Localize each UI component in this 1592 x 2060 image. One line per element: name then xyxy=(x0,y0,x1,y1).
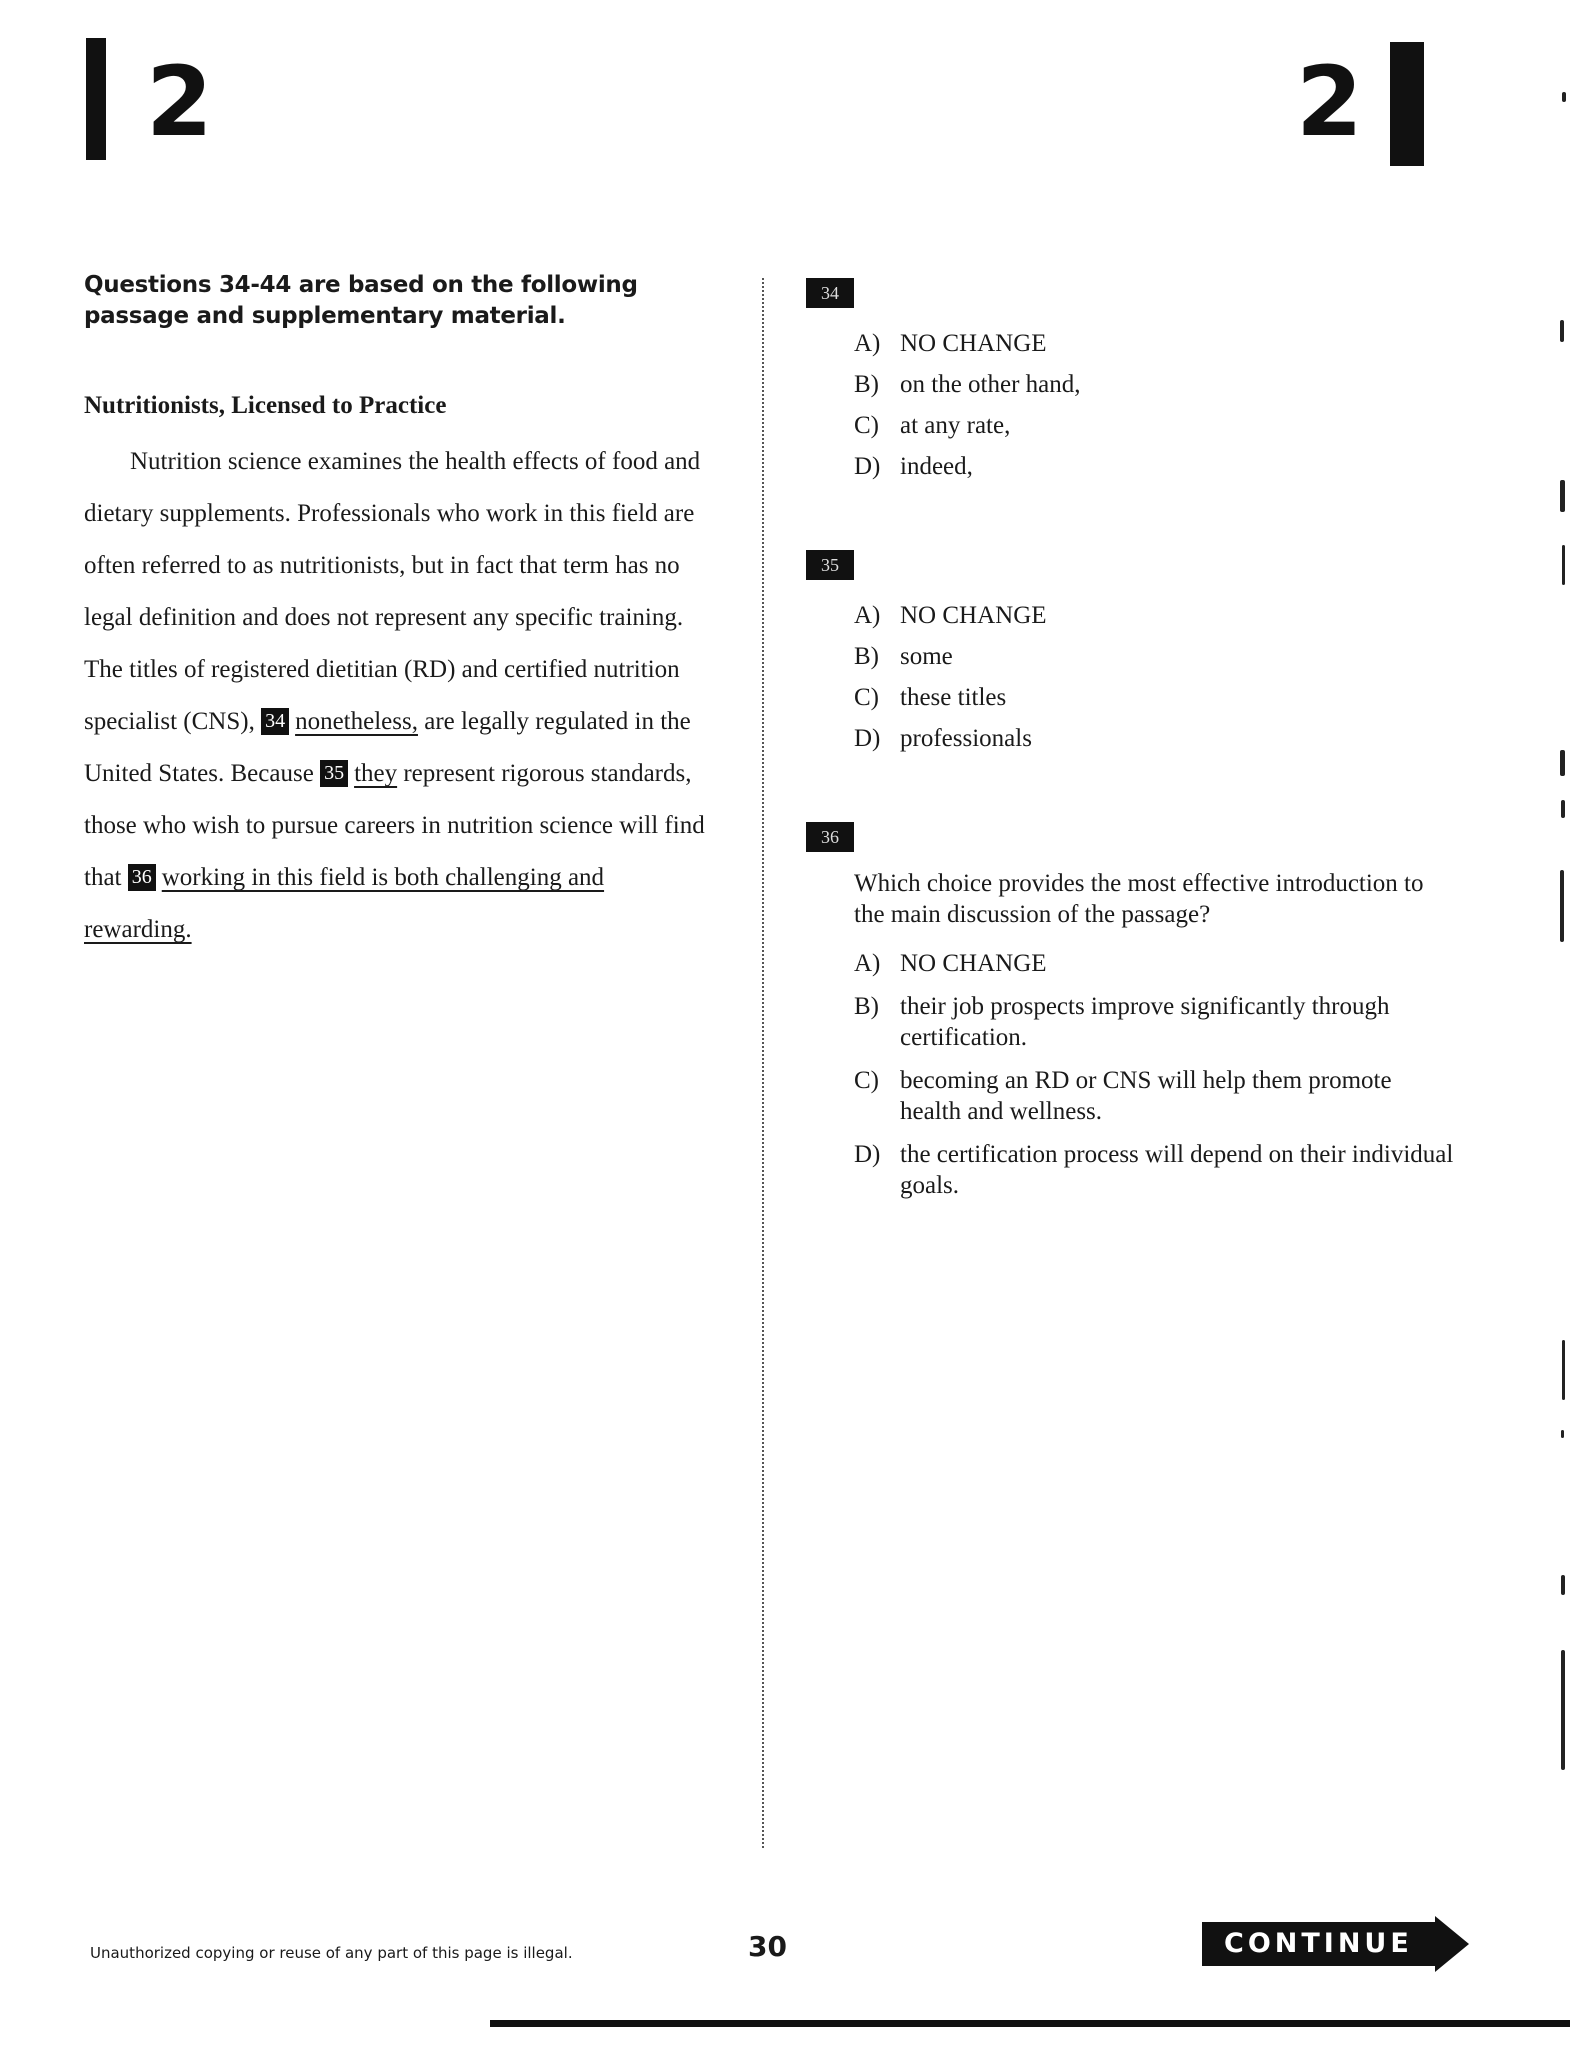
scan-speck xyxy=(1560,480,1565,512)
answer-choice-d[interactable] xyxy=(854,1139,1454,1201)
question-35-choices xyxy=(854,600,1454,754)
continue-button[interactable] xyxy=(1202,1916,1469,1972)
choice-letter: A) xyxy=(854,950,881,977)
continue-label: CONTINUE xyxy=(1202,1922,1435,1966)
underlined-text-34[interactable]: nonetheless, xyxy=(295,708,418,735)
answer-choice-b[interactable] xyxy=(854,369,1454,400)
section-number-right: 2 xyxy=(1296,46,1363,158)
section-marker-right-bar xyxy=(1390,42,1424,166)
passage-body xyxy=(84,436,714,956)
choice-letter: B) xyxy=(854,993,879,1020)
scan-speck xyxy=(1561,1575,1565,1595)
bottom-rule xyxy=(490,2020,1570,2027)
choice-letter: C) xyxy=(854,684,879,711)
scan-speck xyxy=(1562,545,1565,585)
question-36-stem: Which choice provides the most effective introduction to the main discussion of the passage? xyxy=(854,870,1424,928)
choice-letter: A) xyxy=(854,602,881,629)
arrow-right-icon xyxy=(1435,1916,1469,1972)
scan-speck xyxy=(1561,1430,1564,1438)
answer-choice-d[interactable] xyxy=(854,723,1454,754)
page-number: 30 xyxy=(748,1930,787,1963)
section-number-left: 2 xyxy=(146,46,213,158)
choice-letter: D) xyxy=(854,453,881,480)
underlined-text-36[interactable]: working in this field is both challenging and rewarding. xyxy=(84,864,605,943)
choice-letter: C) xyxy=(854,1067,879,1094)
choice-text: NO CHANGE xyxy=(900,602,1047,629)
choice-text: at any rate, xyxy=(900,412,1011,439)
scan-speck xyxy=(1560,750,1565,776)
choice-text: indeed, xyxy=(900,453,973,480)
answer-choice-a[interactable] xyxy=(854,600,1454,631)
answer-choice-c[interactable] xyxy=(854,410,1454,441)
passage-intro: Questions 34-44 are based on the following passage and supplementary material. xyxy=(84,272,638,329)
section-marker-left-bar xyxy=(86,38,106,160)
question-34-choices xyxy=(854,328,1454,482)
scan-speck xyxy=(1561,1650,1565,1770)
choice-text: on the other hand, xyxy=(900,371,1081,398)
passage-text: are legally regulated in the United States. Because xyxy=(84,708,691,787)
answer-choice-c[interactable] xyxy=(854,682,1454,713)
scan-speck xyxy=(1560,320,1564,342)
choice-letter: B) xyxy=(854,643,879,670)
choice-text: NO CHANGE xyxy=(900,330,1047,357)
answer-choice-a[interactable] xyxy=(854,948,1454,979)
question-marker-35[interactable]: 35 xyxy=(320,760,348,787)
choice-letter: D) xyxy=(854,725,881,752)
question-marker-34[interactable]: 34 xyxy=(261,708,289,735)
answer-choice-c[interactable] xyxy=(854,1065,1454,1127)
question-number-35: 35 xyxy=(806,550,854,580)
choice-text: some xyxy=(900,643,953,670)
choice-text: NO CHANGE xyxy=(900,950,1047,977)
scan-speck xyxy=(1561,800,1565,818)
choice-text: professionals xyxy=(900,725,1032,752)
answer-choice-d[interactable] xyxy=(854,451,1454,482)
question-marker-36[interactable]: 36 xyxy=(128,864,156,891)
choice-text: their job prospects improve significantly through certification. xyxy=(900,993,1390,1051)
answer-choice-b[interactable] xyxy=(854,991,1454,1053)
question-number-36: 36 xyxy=(806,822,854,852)
choice-text: becoming an RD or CNS will help them promote health and wellness. xyxy=(900,1067,1392,1125)
question-number-34: 34 xyxy=(806,278,854,308)
choice-letter: D) xyxy=(854,1141,881,1168)
scan-speck xyxy=(1562,1340,1565,1400)
question-36-choices xyxy=(854,948,1454,1201)
column-divider xyxy=(762,278,764,1848)
choice-letter: B) xyxy=(854,371,879,398)
passage-text: Nutrition science examines the health effects of food and dietary supplements. Professionals who work in this field are often referred to as nutritionists, but in fact that term has no legal definition and does not represent any specific training. The titles of registered dietitian (RD) and certified nutrition specialist (CNS), xyxy=(84,448,701,735)
scan-speck xyxy=(1560,870,1564,942)
choice-letter: C) xyxy=(854,412,879,439)
passage-title: Nutritionists, Licensed to Practice xyxy=(84,392,447,419)
passage-text: represent rigorous standards, those who wish to pursue careers in nutrition science will find that xyxy=(84,760,705,891)
choice-letter: A) xyxy=(854,330,881,357)
answer-choice-a[interactable] xyxy=(854,328,1454,359)
scan-speck xyxy=(1562,92,1566,102)
copyright-notice: Unauthorized copying or reuse of any part of this page is illegal. xyxy=(90,1944,573,1962)
choice-text: the certification process will depend on their individual goals. xyxy=(900,1141,1454,1199)
answer-choice-b[interactable] xyxy=(854,641,1454,672)
underlined-text-35[interactable]: they xyxy=(354,760,398,787)
choice-text: these titles xyxy=(900,684,1007,711)
